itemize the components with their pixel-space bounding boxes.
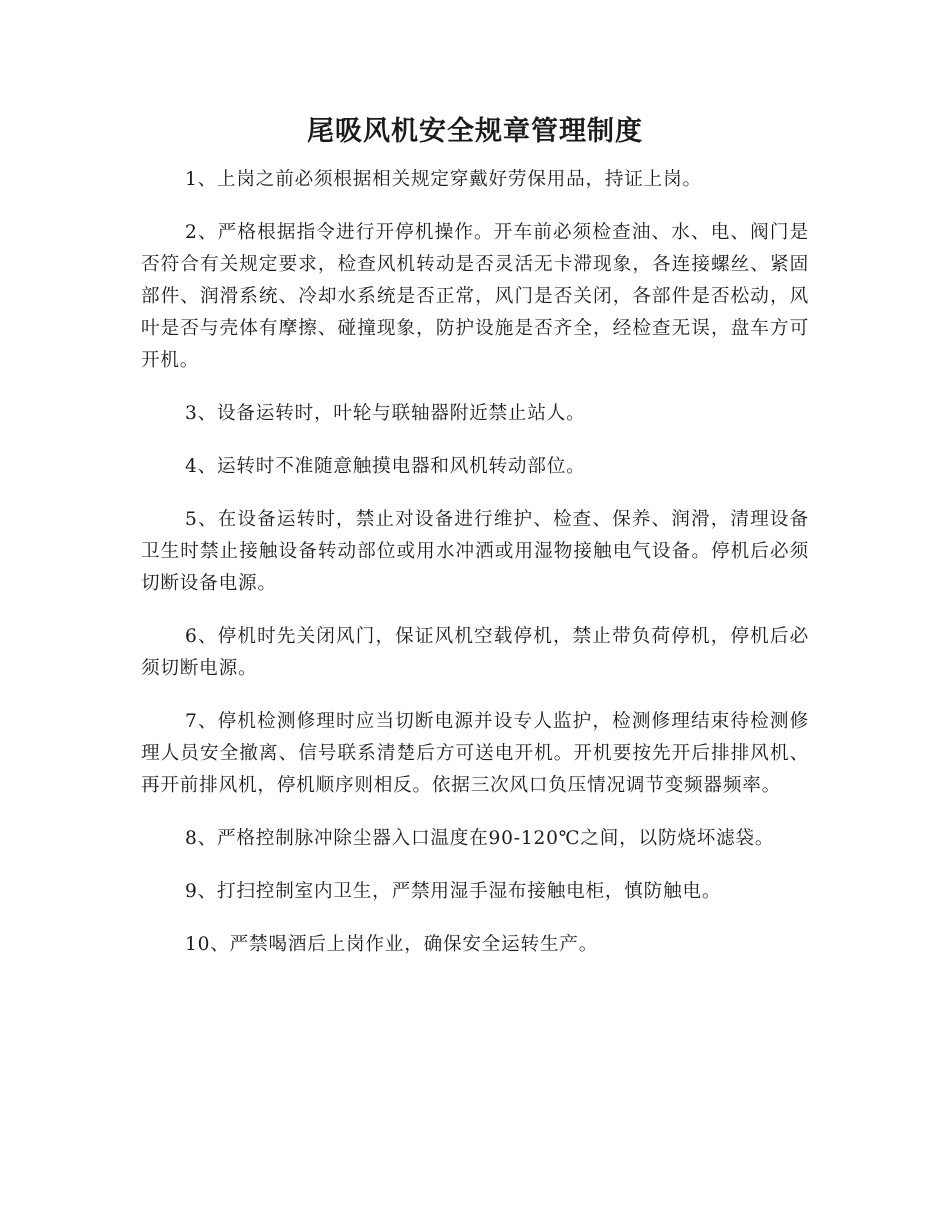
paragraph-9: 9、打扫控制室内卫生，严禁用湿手湿布接触电柜，慎防触电。 [185, 881, 722, 902]
paragraph-2: 2、严格根据指令进行开停机操作。开车前必须检查油、水、电、阀门是否符合有关规定要求，检查风机转动是否灵活无卡滞现象，各连接螺丝、紧固部件、润滑系统、冷却水系统是否正常，风门是否关闭，各部件是否松动，风叶是否与壳体有摩擦、碰撞现象，防护设施是否齐全，经检查无误，盘车方可开机。 [141, 222, 809, 371]
paragraph-3: 3、设备运转时，叶轮与联轴器附近禁止站人。 [185, 403, 586, 424]
paragraph-8: 8、严格控制脉冲除尘器入口温度在90-120℃之间，以防烧坏滤袋。 [185, 828, 775, 849]
paragraph-5: 5、在设备运转时，禁止对设备进行维护、检查、保养、润滑，清理设备卫生时禁止接触设备转动部位或用水冲洒或用湿物接触电气设备。停机后必须切断设备电源。 [141, 509, 809, 594]
paragraph-6: 6、停机时先关闭风门，保证风机空载停机，禁止带负荷停机，停机后必须切断电源。 [141, 626, 809, 679]
paragraph-7: 7、停机检测修理时应当切断电源并设专人监护，检测修理结束待检测修理人员安全撤离、信号联系清楚后方可送电开机。开机要按先开后排排风机、再开前排风机，停机顺序则相反。依据三次风口负压情况调节变频器频率。 [141, 711, 809, 796]
document-page [141, 110, 809, 961]
document-title: 尾吸风机安全规章管理制度 [307, 116, 643, 147]
paragraph-10: 10、严禁喝酒后上岗作业，确保安全运转生产。 [185, 934, 599, 955]
paragraph-4: 4、运转时不准随意触摸电器和风机转动部位。 [185, 456, 586, 477]
paragraph-list [141, 164, 809, 961]
paragraph-1: 1、上岗之前必须根据相关规定穿戴好劳保用品，持证上岗。 [185, 169, 702, 190]
